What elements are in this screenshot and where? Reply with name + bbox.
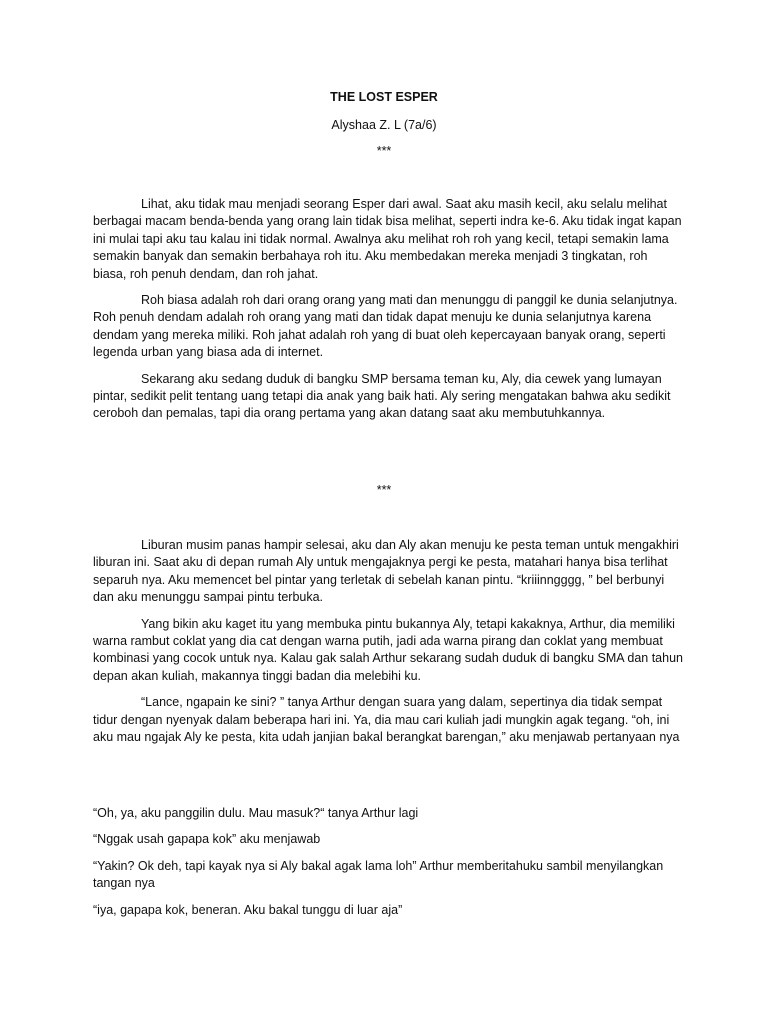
section-separator: *** (376, 483, 392, 497)
section-separator: *** (376, 144, 392, 158)
document-title: THE LOST ESPER (330, 90, 438, 104)
paragraph: Roh biasa adalah roh dari orang orang yang mati dan menunggu di panggil ke dunia selanjutnya. Roh penuh dendam adalah roh orang yang mati dan tidak dapat menuju ke dunia selanjutnya karena dendam yang mereka miliki. Roh jahat adalah roh yang di buat oleh kepercayaan banyak orang, seperti legenda urban yang biasa ada di internet. (93, 293, 678, 360)
story-section-2 (93, 537, 683, 755)
paragraph: Sekarang aku sedang duduk di bangku SMP bersama teman ku, Aly, dia cewek yang lumayan pintar, sedikit pelit tentang uang tetapi dia anak yang baik hati. Aly sering mengatakan bahwa aku sedikit ceroboh dan pemalas, tapi dia orang pertama yang akan datang saat aku membutuhkannya. (93, 371, 671, 421)
story-section-1 (93, 196, 683, 432)
paragraph: “Lance, ngapain ke sini? ” tanya Arthur dengan suara yang dalam, sepertinya dia tidak sempat tidur dengan nyenyak dalam beberapa hari ini. Ya, dia mau cari kuliah jadi mungkin agak tegang. “oh, ini aku mau ngajak Aly ke pesta, kita udah janjian bakal berangkat barengan,” aku menjawab pertanyaan nya (93, 695, 680, 745)
dialogue-line: “Oh, ya, aku panggilin dulu. Mau masuk?“ tanya Arthur lagi (93, 806, 419, 820)
paragraph: Liburan musim panas hampir selesai, aku dan Aly akan menuju ke pesta teman untuk mengakhiri liburan ini. Saat aku di depan rumah Aly untuk mengajaknya pergi ke pesta, matahari hanya bisa terlihat separuh nya. Aku memencet bel pintar yang terletak di sebelah kanan pintu. “kriiinngggg, ” bel berbunyi dan aku menunggu sampai pintu terbuka. (93, 538, 679, 605)
dialogue-line: “Nggak usah gapapa kok” aku menjawab (93, 832, 321, 847)
document-author: Alyshaa Z. L (7a/6) (331, 118, 437, 132)
paragraph: Yang bikin aku kaget itu yang membuka pintu bukannya Aly, tetapi kakaknya, Arthur, dia memiliki warna rambut coklat yang dia cat dengan warna putih, jadi ada warna pirang dan coklat yang membuat kombinasi yang cocok untuk nya. Kalau gak salah Arthur sekarang sudah duduk di bangku SMA dan tahun depan akan kuliah, makannya tinggi badan dia melebihi ku. (93, 616, 683, 683)
dialogue-line: “Yakin? Ok deh, tapi kayak nya si Aly bakal agak lama loh” Arthur memberitahuku sambil menyilangkan tangan nya (93, 858, 664, 891)
dialogue-section (93, 805, 683, 928)
paragraph: Lihat, aku tidak mau menjadi seorang Esper dari awal. Saat aku masih kecil, aku selalu melihat berbagai macam benda-benda yang orang lain tidak bisa melihat, seperti indra ke-6. Aku tidak ingat kapan ini mulai tapi aku tau kalau ini tidak normal. Awalnya aku melihat roh roh yang kecil, tetapi semakin lama semakin banyak dan semakin berbahaya roh itu. Aku membedakan mereka menjadi 3 tingkatan, roh biasa, roh penuh dendam, dan roh jahat. (93, 197, 682, 281)
dialogue-line: “iya, gapapa kok, beneran. Aku bakal tunggu di luar aja” (93, 902, 403, 917)
